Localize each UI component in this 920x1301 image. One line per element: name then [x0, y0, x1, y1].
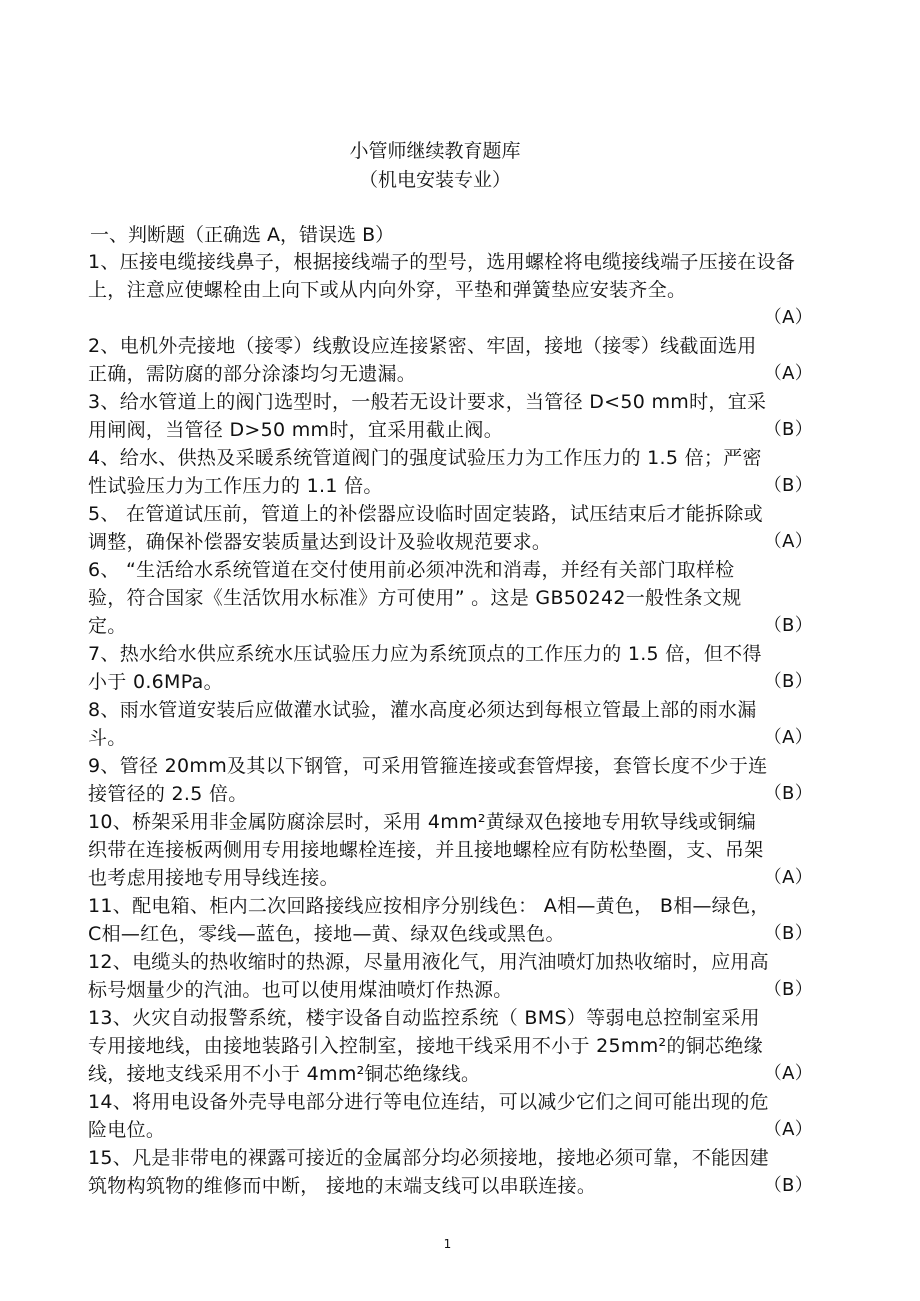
- question-item: [88, 948, 813, 1004]
- question-answer: （B）: [763, 615, 813, 636]
- question-answer: （A）: [763, 727, 813, 748]
- question-text: 5、 在管道试压前，管道上的补偿器应设临时固定装路，试压结束后才能拆除或调整，确保补偿器安装质量达到设计及验收规范要求。: [88, 503, 763, 553]
- question-text: 12、电缆头的热收缩时的热源，尽量用液化气，用汽油喷灯加热收缩时，应用高标号烟量少的汽油。也可以使用煤油喷灯作热源。: [88, 951, 769, 1001]
- question-item: [88, 640, 813, 696]
- question-item: [88, 1004, 813, 1088]
- question-text: 9、管径 20mm及其以下钢管，可采用管箍连接或套管焊接，套管长度不少于连接管径的 2.5 倍。: [88, 755, 768, 805]
- question-text: 6、 “生活给水系统管道在交付使用前必须冲洗和消毒，并经有关部门取样检验，符合国家《生活饮用水标准》方可使用” 。这是 GB50242一般性条文规定。: [88, 559, 742, 637]
- question-answer: （A）: [763, 1119, 813, 1140]
- question-text: 13、火灾自动报警系统，楼宇设备自动监控系统（ BMS）等弱电总控制室采用专用接地线，由接地装路引入控制室，接地干线采用不小于 25mm²的铜芯绝缘线，接地支线采用不小于 4mm²铜芯绝缘线。: [88, 1007, 763, 1085]
- question-text: 4、给水、供热及采暖系统管道阀门的强度试验压力为工作压力的 1.5 倍；严密性试验压力为工作压力的 1.1 倍。: [88, 447, 762, 497]
- question-answer: （A）: [763, 363, 813, 384]
- question-text: 7、热水给水供应系统水压试验压力应为系统顶点的工作压力的 1.5 倍，但不得小于 0.6MPa。: [88, 643, 762, 693]
- question-list: [88, 248, 813, 1200]
- question-answer: （A）: [763, 867, 813, 888]
- question-text: 3、给水管道上的阀门选型时，一般若无设计要求，当管径 D<50 mm时，宜采用闸阀，当管径 D>50 mm时，宜采用截止阀。: [88, 391, 767, 441]
- section-heading: 一、判断题（正确选 A，错误选 B）: [90, 224, 395, 246]
- question-text: 1、压接电缆接线鼻子，根据接线端子的型号，选用螺栓将电缆接线端子压接在设备上，注意应使螺栓由上向下或从内向外穿，平垫和弹簧垫应安装齐全。: [88, 251, 796, 301]
- question-answer: （B）: [763, 671, 813, 692]
- page-title: 小管师继续教育题库: [349, 140, 521, 162]
- question-answer: （B）: [763, 1175, 813, 1196]
- question-text: 15、凡是非带电的裸露可接近的金属部分均必须接地，接地必须可靠，不能因建筑物构筑物的维修而中断， 接地的末端支线可以串联连接。: [88, 1147, 769, 1197]
- question-item: [88, 1144, 813, 1200]
- question-item: [88, 556, 813, 640]
- question-answer: （A）: [763, 531, 813, 552]
- question-text: 11、配电箱、柜内二次回路接线应按相序分别线色： A相—黄色， B相—绿色，C相—红色，零线—蓝色，接地—黄、绿双色线或黑色。: [88, 895, 770, 945]
- question-item: [88, 388, 813, 444]
- question-item: [88, 1088, 813, 1144]
- question-answer: （B）: [763, 475, 813, 496]
- question-answer: （A）: [763, 1063, 813, 1084]
- question-answer: （A）: [763, 307, 813, 328]
- question-item: [88, 808, 813, 892]
- question-answer: （B）: [763, 783, 813, 804]
- question-answer: （B）: [763, 419, 813, 440]
- question-text: 8、雨水管道安装后应做灌水试验，灌水高度必须达到每根立管最上部的雨水漏斗。: [88, 699, 757, 749]
- question-text: 2、电机外壳接地（接零）线敷设应连接紧密、牢固，接地（接零）线截面选用正确，需防腐的部分涂漆均匀无遗漏。: [88, 335, 757, 385]
- question-text: 14、将用电设备外壳导电部分进行等电位连结，可以减少它们之间可能出现的危险电位。: [88, 1091, 769, 1141]
- question-answer: （B）: [763, 979, 813, 1000]
- page-number: 1: [443, 1237, 452, 1251]
- question-item: [88, 752, 813, 808]
- question-item: [88, 332, 813, 388]
- question-answer: （B）: [763, 923, 813, 944]
- page-subtitle: （机电安装专业）: [358, 169, 511, 191]
- question-item: [88, 696, 813, 752]
- question-item: [88, 892, 813, 948]
- question-text: 10、桥架采用非金属防腐涂层时，采用 4mm²黄绿双色接地专用软导线或铜编织带在连接板两侧用专用接地螺栓连接，并且接地螺栓应有防松垫圈，支、吊架也考虑用接地专用导线连接。: [88, 811, 764, 889]
- question-item: [88, 248, 813, 332]
- question-item: [88, 500, 813, 556]
- question-item: [88, 444, 813, 500]
